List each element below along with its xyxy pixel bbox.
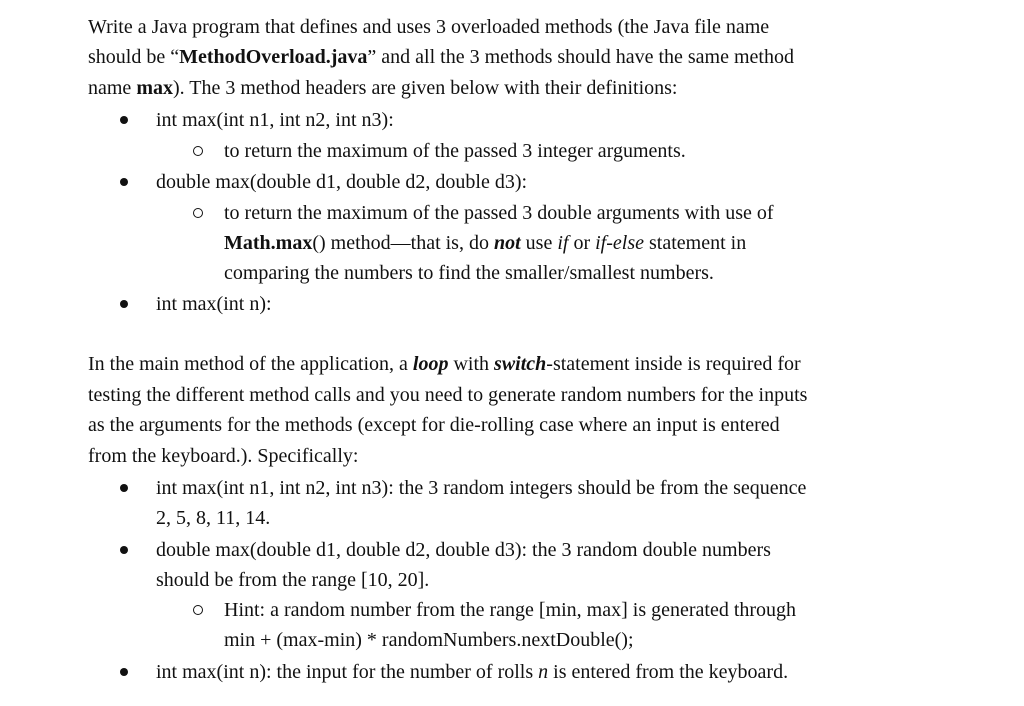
loop-emphasis: loop — [412, 353, 449, 375]
method-name: max — [136, 77, 173, 99]
bullet-icon — [120, 546, 128, 554]
math-max: Math.max — [224, 232, 313, 254]
main-text: with — [448, 353, 495, 375]
desc-text: statement in — [644, 232, 747, 254]
bullet-icon — [120, 116, 128, 124]
method-header-2: double max(double d1, double d2, double d3): — [156, 171, 528, 193]
spec-1-line-1: int max(int n1, int n2, int n3): the 3 random integers should be from the sequence — [156, 477, 807, 499]
hint-line-2: min + (max-min) * randomNumbers.nextDouble(); — [224, 629, 634, 651]
method-desc-2-line-3: comparing the numbers to find the smaller/smallest numbers. — [224, 262, 714, 284]
bullet-icon — [120, 178, 128, 186]
bullet-icon — [120, 300, 128, 308]
spec-1-line-2: 2, 5, 8, 11, 14. — [156, 507, 271, 529]
intro-text: should be “ — [88, 46, 180, 68]
spec-text: is entered from the keyboard. — [548, 661, 789, 683]
main-line-2: testing the different method calls and you need to generate random numbers for the inputs — [88, 384, 808, 406]
circle-bullet-icon — [193, 208, 203, 218]
method-desc-2-line-1: to return the maximum of the passed 3 double arguments with use of — [224, 202, 774, 224]
desc-text: use — [520, 232, 558, 254]
file-name: MethodOverload.java — [179, 46, 368, 68]
not-emphasis: not — [493, 232, 521, 254]
circle-bullet-icon — [193, 605, 203, 615]
spec-3-line-1 — [156, 660, 788, 684]
method-header-1: int max(int n1, int n2, int n3): — [156, 109, 394, 131]
desc-text: () method—that is, do — [312, 232, 494, 254]
bullet-icon — [120, 668, 128, 676]
main-line-3: as the arguments for the methods (except for die-rolling case where an input is entered — [88, 414, 780, 436]
desc-text: or — [568, 232, 596, 254]
intro-line-3 — [88, 76, 677, 100]
spec-2-line-2: should be from the range [10, 20]. — [156, 569, 430, 591]
intro-line-1: Write a Java program that defines and uses 3 overloaded methods (the Java file name — [88, 16, 770, 38]
main-text: In the main method of the application, a — [88, 353, 413, 375]
spec-text: int max(int n): the input for the number of rolls — [156, 661, 539, 683]
method-desc-2-line-2 — [224, 231, 746, 255]
if-keyword: if — [557, 232, 569, 254]
intro-line-2 — [88, 45, 794, 69]
hint-line-1: Hint: a random number from the range [min, max] is generated through — [224, 599, 797, 621]
spec-2-line-1: double max(double d1, double d2, double d3): the 3 random double numbers — [156, 539, 771, 561]
main-line-1 — [88, 352, 801, 376]
main-line-4: from the keyboard.). Specifically: — [88, 445, 359, 467]
method-desc-1: to return the maximum of the passed 3 integer arguments. — [224, 140, 686, 162]
intro-text: ” and all the 3 methods should have the same method — [367, 46, 794, 68]
method-header-3: int max(int n): — [156, 293, 272, 315]
if-else-keyword: if-else — [595, 232, 644, 254]
main-text: -statement inside is required for — [546, 353, 801, 375]
n-variable: n — [538, 661, 549, 683]
switch-emphasis: switch — [494, 353, 547, 375]
intro-text: ). The 3 method headers are given below with their definitions: — [172, 77, 678, 99]
intro-text: name — [88, 77, 137, 99]
circle-bullet-icon — [193, 146, 203, 156]
bullet-icon — [120, 484, 128, 492]
